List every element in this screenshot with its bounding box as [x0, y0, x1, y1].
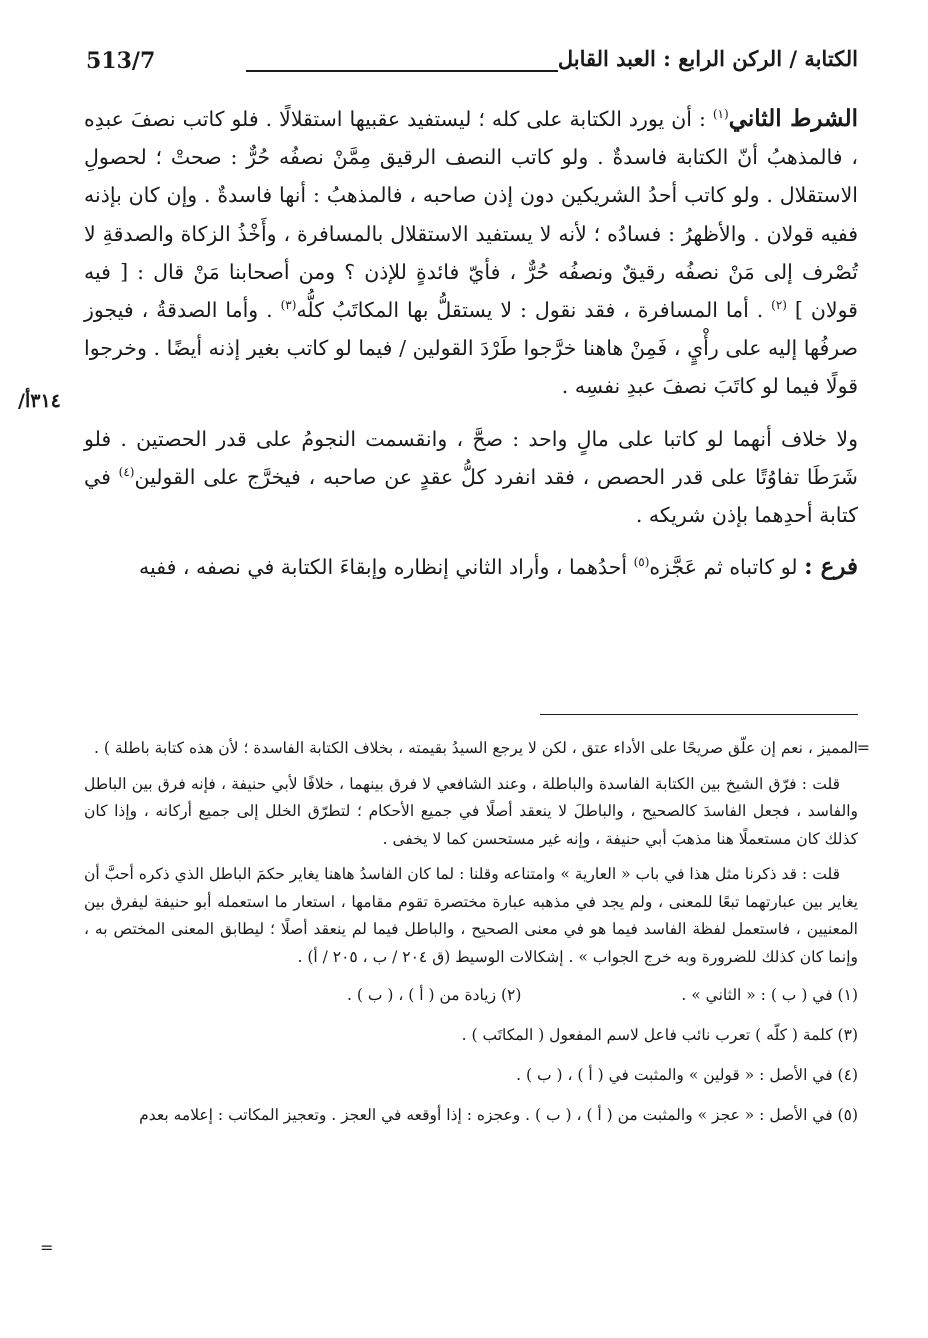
- paragraph-two-partners: [84, 420, 858, 535]
- footnote-ref: (٣): [280, 298, 297, 313]
- paragraph-text: أحدُهما ، وأراد الثاني إنظاره وإبقاءَ الكتابة في نصفه ، ففيه: [139, 555, 628, 580]
- page-header: [86, 44, 858, 80]
- footnote-5: (٥) في الأصل : « عجز » والمثبت من ( أ ) ، ( ب ) . وعجزه : إذا أوقعه في العجز . وتعجيز المكاتب : إعلامه بعدم: [139, 1106, 858, 1124]
- paragraph-condition-two: [84, 100, 858, 406]
- footnote-3: (٣) كلمة ( كلّه ) تعرب نائب فاعل لاسم المفعول ( المكاتَب ) .: [461, 1026, 858, 1044]
- footnote-row: [84, 979, 858, 1019]
- paragraph-branch: [84, 548, 858, 586]
- running-title: الكتابة / الركن الرابع : العبد القابل: [557, 46, 858, 71]
- section-heading: الشرط الثاني: [728, 105, 858, 132]
- footnote-ref: (٥): [633, 555, 650, 570]
- manuscript-folio-note: /٣١٤أ: [18, 390, 61, 412]
- continuation-mark-end: =: [40, 1238, 54, 1257]
- continuation-mark: =: [856, 738, 870, 757]
- paragraph-text: ولا خلاف أنهما لو كاتبا على مالٍ واحد : صحَّ ، وانقسمت النجومُ على قدر الحصتين . فلو شَرَطَا تفاوُتًا على قدر الحصص ، فقد انفرد كلُّ عقدٍ عن صاحبه ، فيخرَّج على القولين: [84, 426, 858, 489]
- paragraph-text: . أما المسافرة ، فقد نقول : لا يستقلُّ بها المكاتَبُ كلُّه: [296, 298, 764, 323]
- page-number: 513/7: [86, 48, 156, 74]
- paragraph-text: : أن يورد الكتابة على كله ؛ ليستفيد عقبيها استقلالًا . فلو كاتب نصفَ عبدِه ، فالمذهبُ أنّ الكتابة فاسدةٌ . ولو كاتب النصف الرقيق مِمَّنْ نصفُه حُرٌّ : صحتْ ؛ لحصولِ الاستقلال . ولو كاتب أحدُ الشريكين دون إذن صاحبه ، فالمذهبُ : أنها فاسدةٌ . وإن كان بإذنه ففيه قولان . والأظهرُ : فسادُه ؛ لأنه لا يستفيد الاستقلال بالمسافرة ، وأَخْذُ الزكاة والصدقةِ لا تُصْرف إلى مَنْ نصفُه رقيقٌ ونصفُه حُرٌّ ، فأيّ فائدةٍ للإذن ؟ ومن أصحابنا مَنْ قال : [ فيه قولان ]: [84, 107, 858, 323]
- footnote-2: (٢) زيادة من ( أ ) ، ( ب ) .: [347, 986, 522, 1004]
- footnote-ref: (٢): [771, 298, 787, 313]
- branch-heading: فرع :: [804, 553, 858, 581]
- paragraph-text: لو كاتباه ثم عَجَّزه: [649, 555, 798, 580]
- header-rule: [246, 70, 558, 72]
- commentary-note: قلت : فرّق الشيخ بين الكتابة الفاسدة والباطلة ، وعند الشافعي لا فرق بينهما ، خلافًا لأبي حنيفة ، فإنه فرق بين الباطل والفاسد ، فجعل الفاسدَ كالصحيح ، والباطلَ لا ينعقد أصلًا في جميع الأحكام ؛ لتطرّق الخلل إلى جميع أركانه ، وإذا كان كذلك كان مستعملًا هنا مذهبَ أبي حنيفة ، وإنه غير مستحسن كما لا يخفى .: [84, 774, 858, 848]
- footnotes: [84, 735, 858, 1139]
- footnote-ref: (١): [712, 107, 729, 122]
- footnote-4: (٤) في الأصل : « قولين » والمثبت في ( أ ) ، ( ب ) .: [516, 1066, 858, 1084]
- commentary-note: قلت : قد ذكرنا مثل هذا في باب « العارية » وامتناعه وقلنا : لما كان الفاسدُ هاهنا يغاير حكمَ الباطل الذي ذكره أحبَّ أن يغاير بين عبارتهما تبعًا للمعنى ، ولم يجد في مذهبه عبارة مختصرة تقوم مقامها ، استعار ما استعمله أبو حنيفة ليفرق بين المعنيين ، فاستعمل لفظة الفاسد فيما هو في معنى الصحيح ، والباطل فيما لم ينعقد أصلًا ؛ ليطابق المعنى المختص به ، وإنما كان كذلك للضرورة وبه خرج الجواب » . إشكالات الوسيط (ق ٢٠٤ / ب ، ٢٠٥ / أ) .: [84, 865, 858, 966]
- main-text: [84, 100, 858, 600]
- paragraph-text: . وأما الصدقةُ ، فيجوز صرفُها إليه على رأْيٍ ، فَمِنْ هاهنا خرَّجوا طَرْدَ القولين / فيما لو كاتب بغير إذنه أيضًا . وخرجوا قولًا فيما لو كاتَبَ نصفَ عبدِ نفسِه .: [84, 298, 858, 399]
- footnote-ref: (٤): [118, 465, 135, 479]
- footnote-continuation: المميز ، نعم إن علّق صريحًا على الأداء عتق ، لكن لا يرجع السيدُ بقيمته ، بخلاف الكتابة الفاسدة ؛ لأن هذه كتابة باطلة ) .: [94, 739, 858, 757]
- footnote-separator: [540, 714, 858, 715]
- paragraph-text: في كتابة أحدِهما بإذن شريكه .: [84, 464, 858, 528]
- footnote-1: (١) في ( ب ) : « الثاني » .: [681, 986, 858, 1004]
